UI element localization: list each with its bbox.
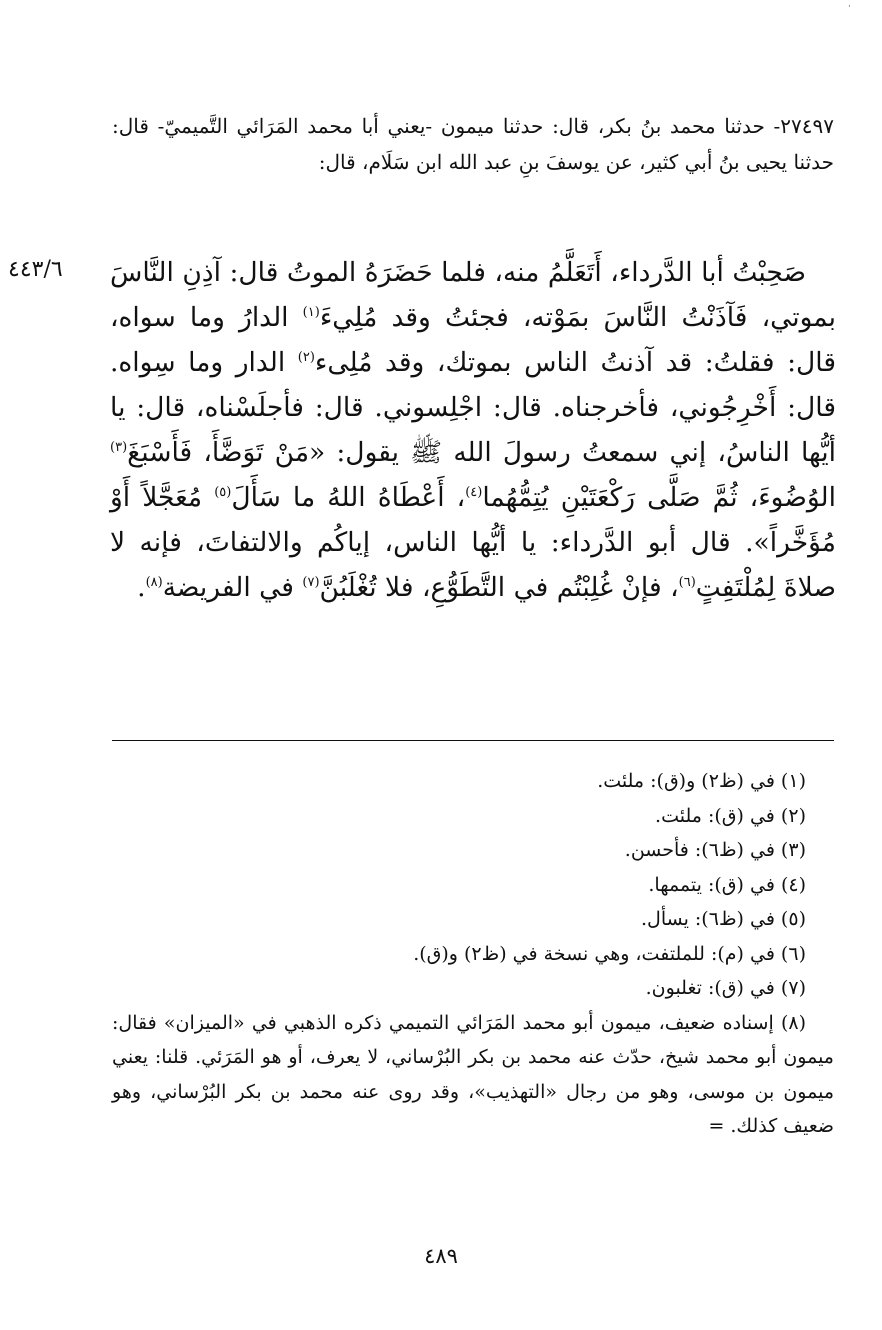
footnotes xyxy=(112,764,834,1144)
text-segment: الوُضُوءَ، ثُمَّ صَلَّى رَكْعَتَيْنِ يُتِمُّهُما xyxy=(482,482,836,513)
hadith-body xyxy=(110,250,836,610)
text-segment: ، أَعْطَاهُ اللهُ ما سَأَلَ xyxy=(231,482,466,513)
text-segment: مُعَجَّلاً أَوْ مُؤَخَّراً». قال أبو الدَّرداء: يا أيُّها الناس، إياكُم والالتفاتَ، فإنه لا صلاةَ لِمُلْتَفِتٍ xyxy=(110,482,836,603)
text-segment: صَحِبْتُ أبا الدَّرداء، أَتَعَلَّمُ منه، فلما حَضَرَهُ الموتُ قال: آذِنِ النَّاسَ بموتي، فَآذَنْتُ النَّاسَ بمَوْته، فجئتُ وقد مُلِيءَ xyxy=(110,257,836,333)
footnote-mark[interactable]: (٣) xyxy=(110,440,128,456)
footnote-mark[interactable]: (١) xyxy=(302,305,320,321)
hadith-header xyxy=(112,108,834,180)
page-number: ٤٨٩ xyxy=(424,1244,458,1268)
isnad-chain: ٢٧٤٩٧- حدثنا محمد بنُ بكر، قال: حدثنا ميمون -يعني أبا محمد المَرَائي التَّميميّ- قال: حدثنا يحيى بنُ أبي كثير، عن يوسفَ بنِ عبد الله ابن سَلَام، قال: xyxy=(112,114,834,174)
footnote-3: (٣) في (ظ٦): فأحسن. xyxy=(624,839,806,861)
text-segment: الدار وما سِواه. قال: أَخْرِجُوني، فأخرجناه. قال: اجْلِسوني. قال: فأجلَسْناه، قال: يا أيُّها الناسُ، إني سمعتُ رسولَ الله ﷺ يقول: «مَنْ تَوَضَّأَ، فَأَسْبَغَ xyxy=(110,347,836,468)
text-segment: الدارُ وما سواه، قال: فقلتُ: قد آذنتُ الناس بموتك، وقد مُلِىء xyxy=(110,302,836,378)
text-segment: في الفريضة xyxy=(162,572,294,603)
footnote-mark[interactable]: (٨) xyxy=(145,575,163,591)
footnote-separator xyxy=(112,740,834,741)
footnote-5: (٥) في (ظ٦): يسأل. xyxy=(641,908,806,930)
text-segment: . xyxy=(137,572,146,603)
footnote-2: (٢) في (ق): ملئت. xyxy=(655,804,806,827)
footnote-mark[interactable]: (٢) xyxy=(297,350,315,366)
footnote-1: (١) في (ظ٢) و(ق): ملئت. xyxy=(597,770,806,792)
margin-reference: ٤٤٣/٦ xyxy=(8,257,63,282)
footnote-mark[interactable]: (٧) xyxy=(302,575,320,591)
footnote-mark[interactable]: (٤) xyxy=(465,485,483,501)
text-segment: ، فإنْ غُلِبْتُم في التَّطَوُّعِ، فلا تُغْلَبُنَّ xyxy=(319,572,679,603)
scan-speck: · xyxy=(848,2,851,12)
footnote-mark[interactable]: (٦) xyxy=(678,575,696,591)
footnote-6: (٦) في (م): للملتفت، وهي نسخة في (ظ٢) و(ق). xyxy=(413,942,806,965)
footnote-mark[interactable]: (٥) xyxy=(214,485,232,501)
footnote-7: (٧) في (ق): تغلبون. xyxy=(645,977,806,999)
hadith-text xyxy=(110,250,836,610)
footnote-4: (٤) في (ق): يتممها. xyxy=(648,873,806,896)
footnote-8: (٨) إسناده ضعيف، ميمون أبو محمد المَرَائي التميمي ذكره الذهبي في «الميزان» فقال: ميمون أبو محمد شيخ، حدّث عنه محمد بن بكر البُرْساني، لا يعرف، أو هو المَرَئي. قلنا: يعني ميمون بن موسى، وهو من رجال «التهذيب»، وقد روى عنه محمد بن بكر البُرْساني، وهو ضعيف كذلك. = xyxy=(112,1011,834,1137)
